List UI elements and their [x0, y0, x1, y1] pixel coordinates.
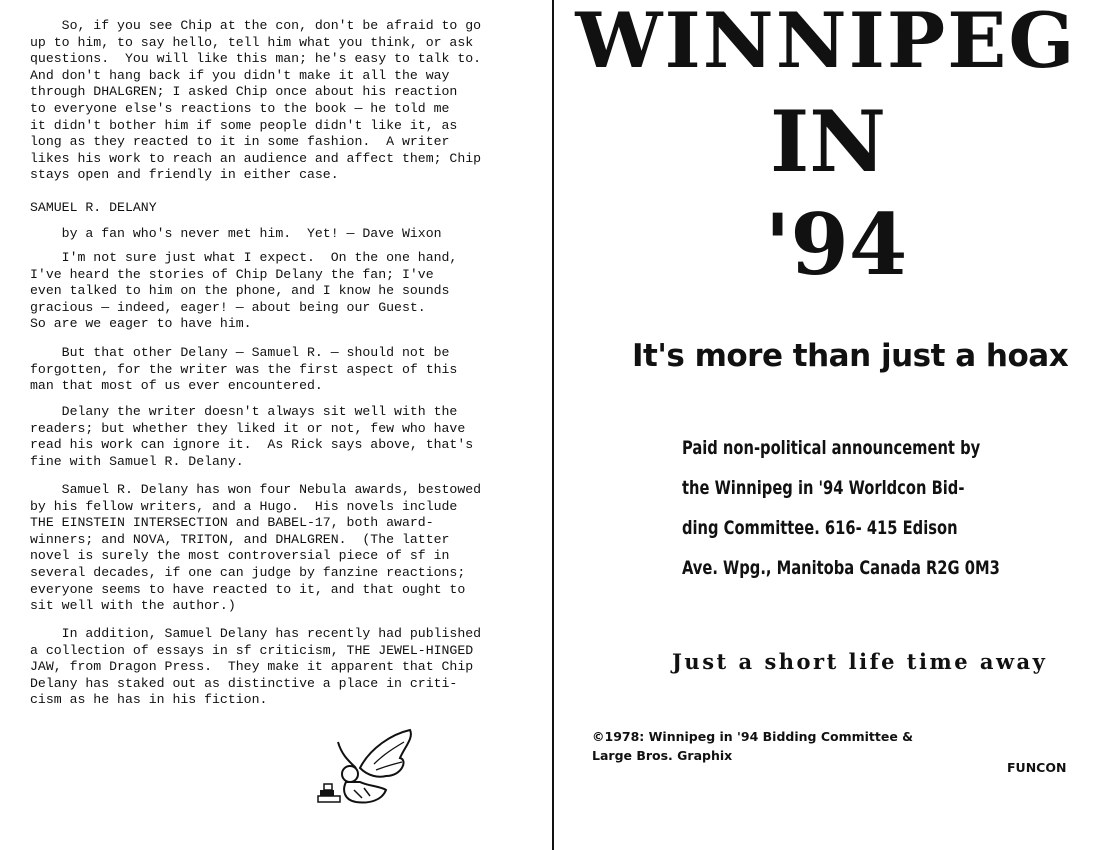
announcement-line: ding Committee. 616- 415 Edison: [682, 517, 958, 539]
section-heading-samuel-delany: SAMUEL R. DELANY: [30, 200, 157, 215]
announcement-line: Ave. Wpg., Manitoba Canada R2G 0M3: [682, 557, 1000, 579]
slogan: It's more than just a hoax: [632, 338, 1069, 374]
title-in: IN: [769, 92, 887, 191]
byline: by a fan who's never met him. Yet! — Dave Wixon: [30, 226, 442, 241]
funcon-label: FUNCON: [1007, 760, 1067, 775]
tagline: Just a short life time away: [672, 649, 1048, 674]
announcement-line: Paid non-political announcement by: [682, 437, 981, 459]
title-winnipeg: WINNIPEG: [575, 0, 1077, 85]
copyright-notice: [592, 727, 913, 765]
paragraph-criticism: In addition, Samuel Delany has recently had published a collection of essays in sf criticism, THE JEWEL-HINGED JAW, from Dragon Press. They make it apparent that Chip Delany has staked out as distinctive a place in criti- cism as he has in his fiction.: [30, 626, 482, 708]
title-94: '94: [764, 195, 908, 294]
paragraph-awards: Samuel R. Delany has won four Nebula awards, bestowed by his fellow writers, and a Hugo. His novels include THE EINSTEIN INTERSECTION and BABEL-17, both award- winners; and NOVA, TRITON, and DHALGREN. (The latter novel is surely the most controversial piece of sf in several decades, if one can judge by fanzine reactions; everyone seems to have reacted to it, and that ought to sit well with the author.): [30, 482, 482, 614]
paragraph-other-delany: But that other Delany — Samuel R. — should not be forgotten, for the writer was the first aspect of this man that most of us ever encountered.: [30, 345, 458, 394]
announcement: [682, 428, 1000, 588]
copyright-line: ©1978: Winnipeg in '94 Bidding Committee &: [592, 729, 914, 744]
right-page: [552, 0, 1100, 850]
paragraph-delany-writer: Delany the writer doesn't always sit well with the readers; but whether they liked it or not, few who have read his work can ignore it. As Rick says above, that's fine with Samuel R. Delany.: [30, 404, 474, 469]
announcement-line: the Winnipeg in '94 Worldcon Bid-: [682, 477, 965, 499]
paragraph-chip-at-con: So, if you see Chip at the con, don't be afraid to go up to him, to say hello, tell him what you think, or ask questions. You will like this man; he's easy to talk to. And don't hang back if you didn't make it all the way through DHALGREN; I asked Chip once about his reaction to everyone else's reactions to the book — he told me it didn't bother him if some people didn't like it, as long as they reacted to it in some fashion. A writer likes his work to reach an audience and affect them; Chip stays open and friendly in either case.: [30, 18, 482, 183]
copyright-line: Large Bros. Graphix: [592, 748, 733, 763]
fairy-illustration: [316, 728, 416, 808]
paragraph-expectations: I'm not sure just what I expect. On the one hand, I've heard the stories of Chip Delany the fan; I've even talked to him on the phone, and I know he sounds gracious — indeed, eager! — about being our Guest. So are we eager to have him.: [30, 250, 458, 332]
